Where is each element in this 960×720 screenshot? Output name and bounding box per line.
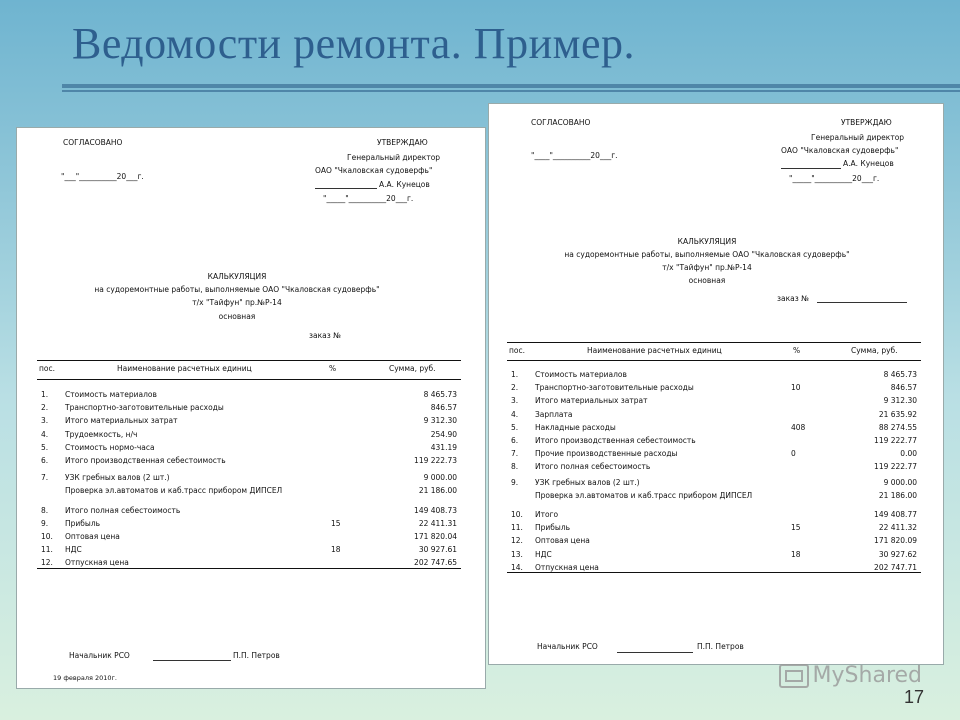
- row-sum: 30 927.61: [418, 545, 457, 555]
- row-sum: 202 747.71: [874, 562, 917, 572]
- row-no: 9.: [511, 477, 519, 487]
- calc-subtitle: на судоремонтные работы, выполняемые ОАО "Чкаловская судоверфь": [94, 285, 380, 294]
- date-right: "_____"__________20___г.: [789, 174, 880, 183]
- right-document-sheet: [488, 103, 944, 665]
- table-header-rule: [507, 360, 921, 361]
- order-label: заказ №: [309, 331, 341, 340]
- director-name: А.А. Кунецов: [843, 159, 894, 168]
- header-sum: Сумма, руб.: [389, 364, 436, 373]
- row-no: 2.: [511, 383, 519, 393]
- row-name: Стоимость нормо-часа: [65, 442, 155, 452]
- calc-title: КАЛЬКУЛЯЦИЯ: [677, 237, 737, 246]
- row-name: Стоимость материалов: [65, 390, 157, 399]
- row-sum: 8 465.73: [883, 370, 917, 379]
- approve-label: УТВЕРЖДАЮ: [377, 138, 428, 147]
- table-header-rule: [37, 379, 461, 380]
- slide-title: Ведомости ремонта. Пример.: [72, 19, 635, 68]
- cart-icon: [779, 664, 809, 688]
- row-sum: 88 274.55: [878, 422, 917, 432]
- footer-date: 19 февраля 2010г.: [53, 674, 117, 682]
- row-no: 1.: [511, 370, 519, 379]
- title-rule-thick: [62, 84, 960, 88]
- row-name: УЗК гребных валов (2 шт.): [65, 473, 170, 483]
- row-no: 7.: [41, 473, 49, 483]
- row-no: 11.: [41, 545, 53, 555]
- row-name: Прибыль: [535, 523, 571, 533]
- row-no: 4.: [41, 429, 49, 439]
- head-rso-label: Начальник РСО: [537, 642, 598, 651]
- row-name: Зарплата: [535, 409, 573, 419]
- row-sum: 30 927.62: [878, 549, 917, 559]
- watermark-text: MyShared: [812, 663, 922, 688]
- page-number: 17: [903, 687, 924, 707]
- row-pct: 18: [331, 545, 341, 555]
- row-no: 8.: [41, 505, 49, 515]
- row-sum: 0.00: [900, 449, 917, 459]
- row-no: 10.: [41, 532, 53, 541]
- company-label: ОАО "Чкаловская судоверфь": [781, 146, 899, 155]
- agreed-label: СОГЛАСОВАНО: [531, 118, 591, 127]
- header-no: пос.: [39, 364, 55, 373]
- row-sum: 21 186.00: [418, 486, 457, 496]
- row-sum: 9 000.00: [883, 477, 917, 487]
- row-no: 10.: [511, 510, 523, 519]
- table-top-rule: [507, 342, 921, 343]
- row-pct: 18: [791, 549, 801, 559]
- row-sum: 171 820.04: [414, 532, 457, 541]
- row-name: Стоимость материалов: [535, 370, 627, 379]
- row-name: НДС: [535, 549, 552, 559]
- head-rso-label: Начальник РСО: [69, 651, 130, 660]
- myshared-watermark: [779, 663, 922, 688]
- row-name: Оптовая цена: [535, 536, 590, 546]
- row-sum: 431.19: [430, 442, 457, 452]
- row-name: УЗК гребных валов (2 шт.): [535, 477, 640, 487]
- row-pct: 10: [791, 383, 801, 393]
- company-label: ОАО "Чкаловская судоверфь": [315, 166, 433, 175]
- row-no: 12.: [511, 536, 523, 546]
- row-name: Оптовая цена: [65, 532, 120, 541]
- vessel-label: т/х "Тайфун" пр.№Р-14: [192, 298, 282, 307]
- head-signature-line: [153, 660, 231, 661]
- row-no: 2.: [41, 403, 49, 413]
- row-no: 12.: [41, 558, 53, 568]
- row-name: Прибыль: [65, 518, 101, 528]
- row-pct: 408: [791, 422, 806, 432]
- row-sum: 119 222.77: [874, 436, 917, 445]
- row-name: Итого материальных затрат: [65, 416, 178, 426]
- row-name: Итого производственная себестоимость: [65, 456, 226, 465]
- head-name: П.П. Петров: [233, 651, 280, 660]
- date-left: "___"__________20___г.: [61, 172, 144, 181]
- row-name: Итого полная себестоимость: [535, 462, 651, 472]
- row-no: 5.: [41, 442, 49, 452]
- signature-line: [315, 188, 377, 189]
- date-left: "____"__________20___г.: [531, 151, 618, 160]
- row-sum: 21 635.92: [878, 409, 917, 419]
- row-no: 6.: [41, 456, 49, 465]
- row-sum: 21 186.00: [878, 490, 917, 500]
- row-sum: 149 408.77: [874, 510, 917, 519]
- head-signature-line: [617, 652, 693, 653]
- approve-label: УТВЕРЖДАЮ: [841, 118, 892, 127]
- row-no: 7.: [511, 449, 519, 459]
- signature-line: [781, 168, 841, 169]
- row-sum: 22 411.32: [878, 523, 917, 533]
- row-sum: 119 222.77: [874, 462, 917, 472]
- header-sum: Сумма, руб.: [851, 346, 898, 355]
- row-no: 5.: [511, 422, 519, 432]
- row-sum: 846.57: [430, 403, 457, 413]
- kind-label: основная: [688, 276, 726, 285]
- head-name: П.П. Петров: [697, 642, 744, 651]
- vessel-label: т/х "Тайфун" пр.№Р-14: [662, 263, 752, 272]
- header-name: Наименование расчетных единиц: [587, 346, 722, 355]
- row-sum: 149 408.73: [414, 505, 457, 515]
- header-pct: %: [793, 346, 801, 355]
- row-no: 6.: [511, 436, 519, 445]
- row-sum: 171 820.09: [874, 536, 917, 546]
- row-pct: 15: [331, 518, 341, 528]
- row-no: 14.: [511, 562, 523, 572]
- director-label: Генеральный директор: [347, 153, 441, 162]
- kind-label: основная: [218, 312, 256, 321]
- row-name: Итого материальных затрат: [535, 396, 648, 406]
- calc-subtitle: на судоремонтные работы, выполняемые ОАО "Чкаловская судоверфь": [564, 250, 850, 259]
- row-name: Итого полная себестоимость: [65, 505, 181, 515]
- row-sum: 202 747.65: [414, 558, 457, 568]
- order-line: [817, 302, 907, 303]
- row-name: Отпускная цена: [535, 562, 599, 572]
- left-document-sheet: [16, 127, 486, 689]
- table-bottom-rule: [37, 568, 461, 569]
- header-name: Наименование расчетных единиц: [117, 364, 252, 373]
- row-sum: 22 411.31: [418, 518, 457, 528]
- row-sum: 119 222.73: [414, 456, 457, 465]
- row-no: 13.: [511, 549, 523, 559]
- row-name: Транспортно-заготовительные расходы: [535, 383, 694, 393]
- date-right: "_____"__________20___г.: [323, 194, 414, 203]
- row-sum: 8 465.73: [423, 390, 457, 399]
- row-no: 9.: [41, 518, 49, 528]
- row-no: 8.: [511, 462, 519, 472]
- title-rule-thin: [62, 90, 960, 92]
- row-sum: 254.90: [430, 429, 457, 439]
- row-no: 3.: [511, 396, 519, 406]
- row-sum: 846.57: [890, 383, 917, 393]
- row-pct: 0: [791, 449, 796, 459]
- row-name: Итого производственная себестоимость: [535, 436, 696, 445]
- row-pct: 15: [791, 523, 801, 533]
- row-name: Отпускная цена: [65, 558, 129, 568]
- row-name: Трудоемкость, н/ч: [65, 429, 138, 439]
- header-pct: %: [329, 364, 337, 373]
- agreed-label: СОГЛАСОВАНО: [63, 138, 123, 147]
- row-no: 4.: [511, 409, 519, 419]
- row-no: 1.: [41, 390, 49, 399]
- row-sum: 9 000.00: [423, 473, 457, 483]
- table-bottom-rule: [507, 572, 921, 573]
- director-label: Генеральный директор: [811, 133, 905, 142]
- row-name: Прочие производственные расходы: [535, 449, 678, 459]
- row-sum: 9 312.30: [423, 416, 457, 426]
- table-top-rule: [37, 360, 461, 361]
- row-no: 3.: [41, 416, 49, 426]
- row-name: Итого: [535, 510, 559, 519]
- director-name: А.А. Кунецов: [379, 180, 430, 189]
- row-name: Проверка эл.автоматов и каб.трасс прибором ДИПСЕЛ: [535, 490, 753, 500]
- row-name: НДС: [65, 545, 82, 555]
- row-sum: 9 312.30: [883, 396, 917, 406]
- row-name: Проверка эл.автоматов и каб.трасс прибором ДИПСЕЛ: [65, 486, 283, 496]
- order-label: заказ №: [777, 294, 809, 303]
- header-no: пос.: [509, 346, 525, 355]
- row-no: 11.: [511, 523, 523, 533]
- calc-title: КАЛЬКУЛЯЦИЯ: [207, 272, 267, 281]
- row-name: Транспортно-заготовительные расходы: [65, 403, 224, 413]
- row-name: Накладные расходы: [535, 422, 616, 432]
